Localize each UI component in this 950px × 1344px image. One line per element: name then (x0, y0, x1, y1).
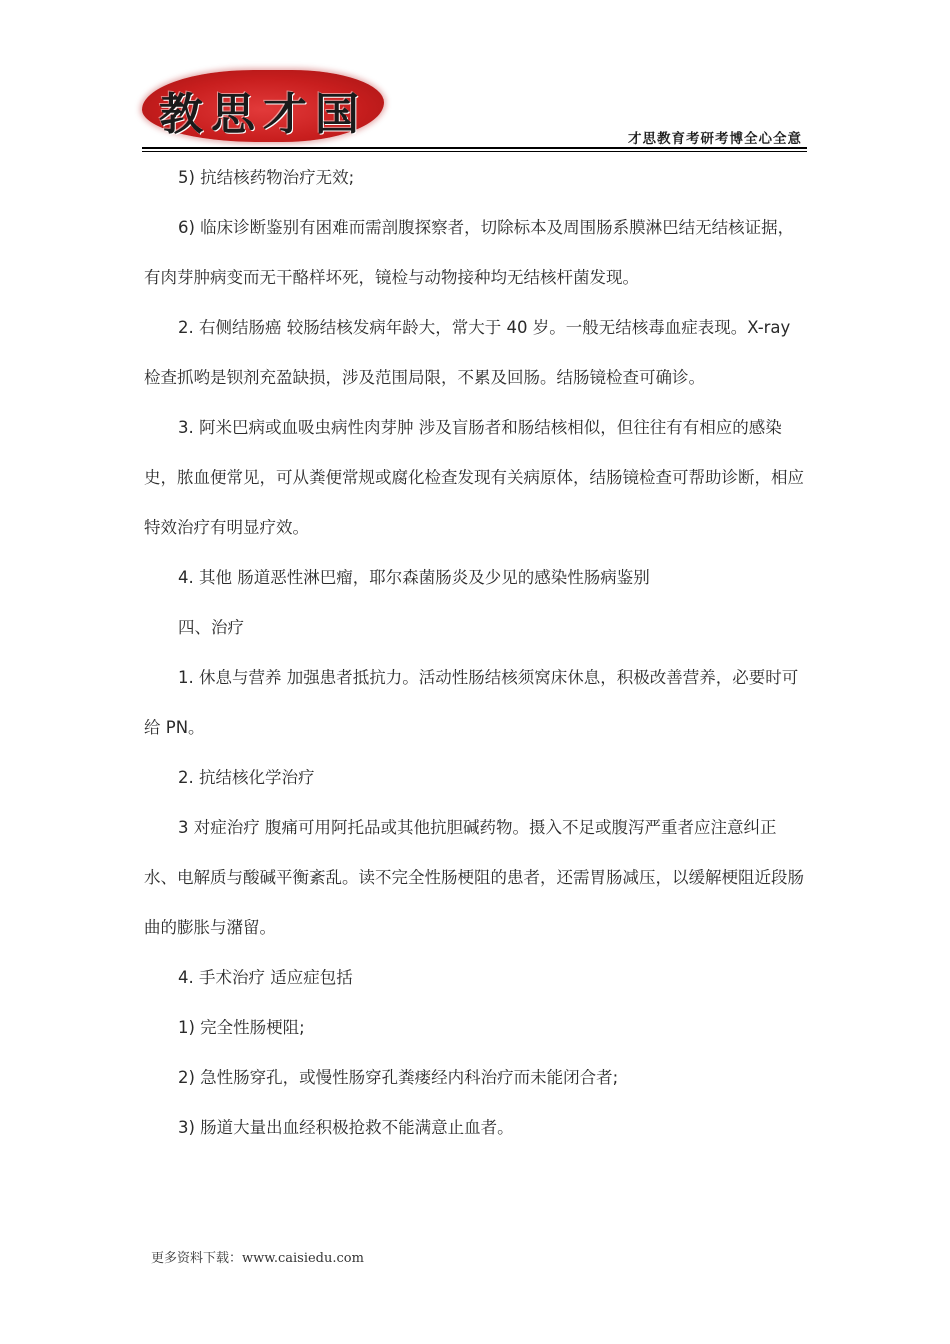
paragraph-line: 曲的膨胀与潴留。 (144, 918, 276, 937)
paragraph-line: 4. 手术治疗 适应症包括 (178, 968, 353, 987)
paragraph-line: 水、电解质与酸碱平衡紊乱。读不完全性肠梗阻的患者，还需胃肠减压，以缓解梗阻近段肠 (144, 868, 804, 887)
paragraph-line: 3) 肠道大量出血经积极抢救不能满意止血者。 (178, 1118, 514, 1137)
header-divider (142, 147, 807, 149)
paragraph-line: 5) 抗结核药物治疗无效; (178, 168, 355, 187)
paragraph-line: 2. 抗结核化学治疗 (178, 768, 315, 787)
header-divider-thin (142, 151, 807, 152)
paragraph-line: 3. 阿米巴病或血吸虫病性肉芽肿 涉及盲肠者和肠结核相似，但往往有有相应的感染 (178, 418, 782, 437)
document-body (144, 160, 808, 1160)
paragraph-line: 史，脓血便常见，可从粪便常规或腐化检查发现有关病原体，结肠镜检查可帮助诊断，相应 (144, 468, 804, 487)
footer-download-link: 更多资料下载：www.caisiedu.com (151, 1251, 364, 1266)
header-tagline: 才思教育考研考博全心全意 (628, 131, 802, 147)
logo-text: 教思才国 (159, 89, 367, 140)
paragraph-line: 2. 右侧结肠癌 较肠结核发病年龄大，常大于 40 岁。一般无结核毒血症表现。X-ray (178, 318, 791, 337)
paragraph-line: 检查抓哟是钡剂充盈缺损，涉及范围局限，不累及回肠。结肠镜检查可确诊。 (144, 368, 705, 387)
paragraph-line: 6) 临床诊断鉴别有困难而需剖腹探察者，切除标本及周围肠系膜淋巴结无结核证据， (178, 218, 795, 237)
paragraph-line: 给 PN。 (144, 718, 205, 737)
paragraph-line: 特效治疗有明显疗效。 (144, 518, 309, 537)
paragraph-line: 2) 急性肠穿孔，或慢性肠穿孔粪瘘经内科治疗而未能闭合者; (178, 1068, 619, 1087)
paragraph-line: 四、治疗 (178, 618, 244, 637)
paragraph-line: 有肉芽肿病变而无干酪样坏死，镜检与动物接种均无结核杆菌发现。 (144, 268, 639, 287)
paragraph-line: 4. 其他 肠道恶性淋巴瘤，耶尔森菌肠炎及少见的感染性肠病鉴别 (178, 568, 650, 587)
brand-logo (142, 70, 384, 142)
paragraph-line: 1) 完全性肠梗阻; (178, 1018, 305, 1037)
paragraph-line: 1. 休息与营养 加强患者抵抗力。活动性肠结核须窝床休息，积极改善营养，必要时可 (178, 668, 799, 687)
paragraph-line: 3 对症治疗 腹痛可用阿托品或其他抗胆碱药物。摄入不足或腹泻严重者应注意纠正 (178, 818, 777, 837)
